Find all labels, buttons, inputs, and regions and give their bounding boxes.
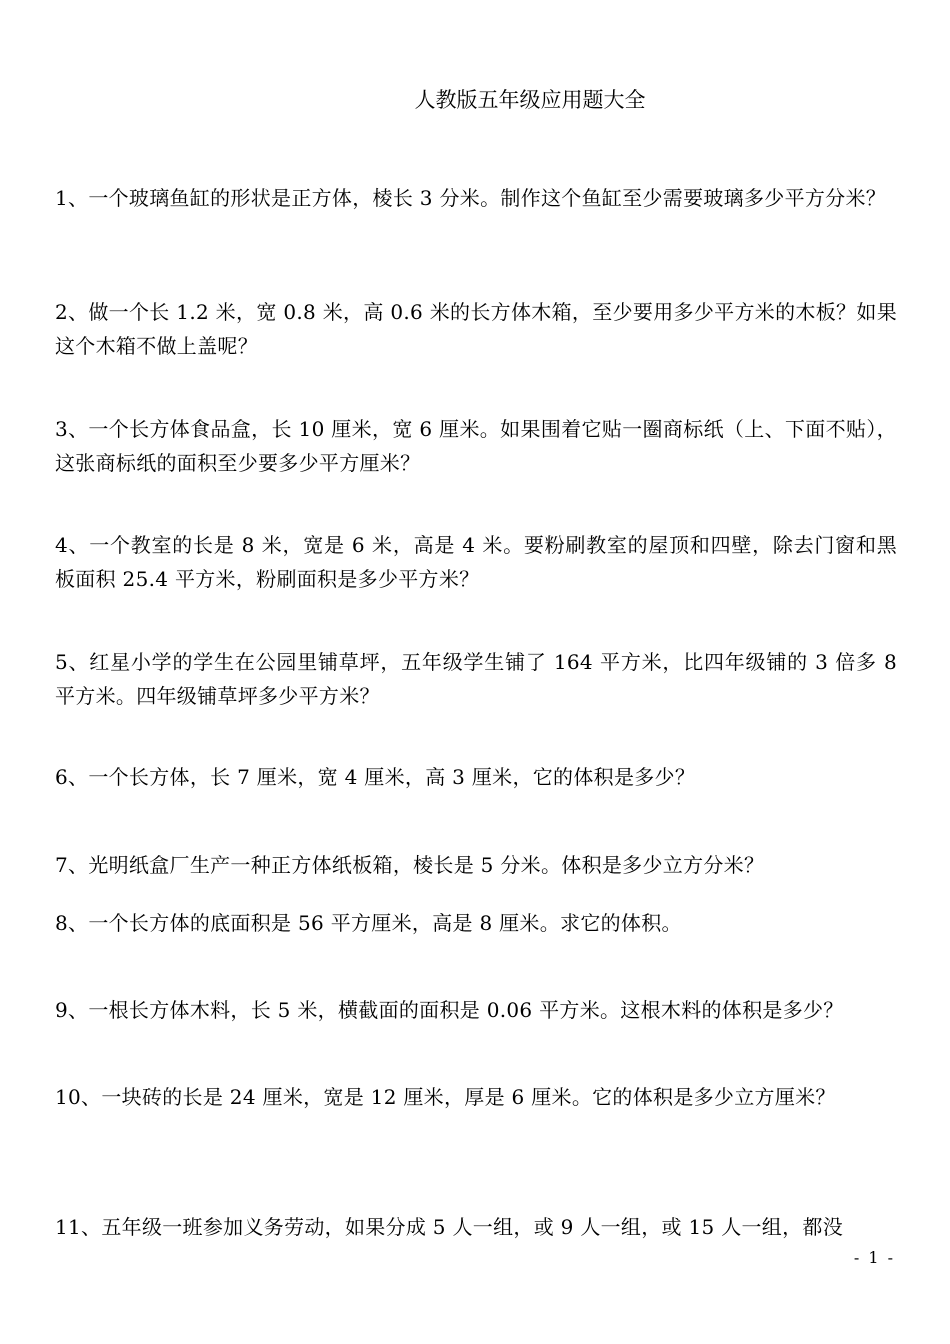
problem-11: 11、五年级一班参加义务劳动，如果分成 5 人一组，或 9 人一组，或 15 人一组，都没 bbox=[55, 1215, 843, 1239]
document-title: 人教版五年级应用题大全 bbox=[414, 88, 646, 112]
problem-2: 2、做一个长 1.2 米，宽 0.8 米，高 0.6 米的长方体木箱，至少要用多少平方米的木板？如果这个木箱不做上盖呢？ bbox=[55, 300, 897, 358]
problem-4: 4、一个教室的长是 8 米，宽是 6 米，高是 4 米。要粉刷教室的屋顶和四壁，除去门窗和黑板面积 25.4 平方米，粉刷面积是多少平方米？ bbox=[55, 533, 897, 591]
problem-8: 8、一个长方体的底面积是 56 平方厘米，高是 8 厘米。求它的体积。 bbox=[55, 911, 682, 935]
problem-3: 3、一个长方体食品盒，长 10 厘米，宽 6 厘米。如果围着它贴一圈商标纸（上、下面不贴），这张商标纸的面积至少要多少平方厘米？ bbox=[55, 417, 897, 475]
problem-10: 10、一块砖的长是 24 厘米，宽是 12 厘米，厚是 6 厘米。它的体积是多少立方厘米？ bbox=[55, 1085, 836, 1109]
problem-7: 7、光明纸盒厂生产一种正方体纸板箱，棱长是 5 分米。体积是多少立方分米？ bbox=[55, 853, 765, 877]
problem-1: 1、一个玻璃鱼缸的形状是正方体，棱长 3 分米。制作这个鱼缸至少需要玻璃多少平方分米？ bbox=[55, 186, 887, 210]
problem-5: 5、红星小学的学生在公园里铺草坪，五年级学生铺了 164 平方米，比四年级铺的 3 倍多 8 平方米。四年级铺草坪多少平方米？ bbox=[55, 650, 897, 708]
page-number: - 1 - bbox=[853, 1248, 895, 1267]
problem-6: 6、一个长方体，长 7 厘米，宽 4 厘米，高 3 厘米，它的体积是多少？ bbox=[55, 765, 696, 789]
problem-9: 9、一根长方体木料，长 5 米，横截面的面积是 0.06 平方米。这根木料的体积是多少？ bbox=[55, 998, 844, 1022]
